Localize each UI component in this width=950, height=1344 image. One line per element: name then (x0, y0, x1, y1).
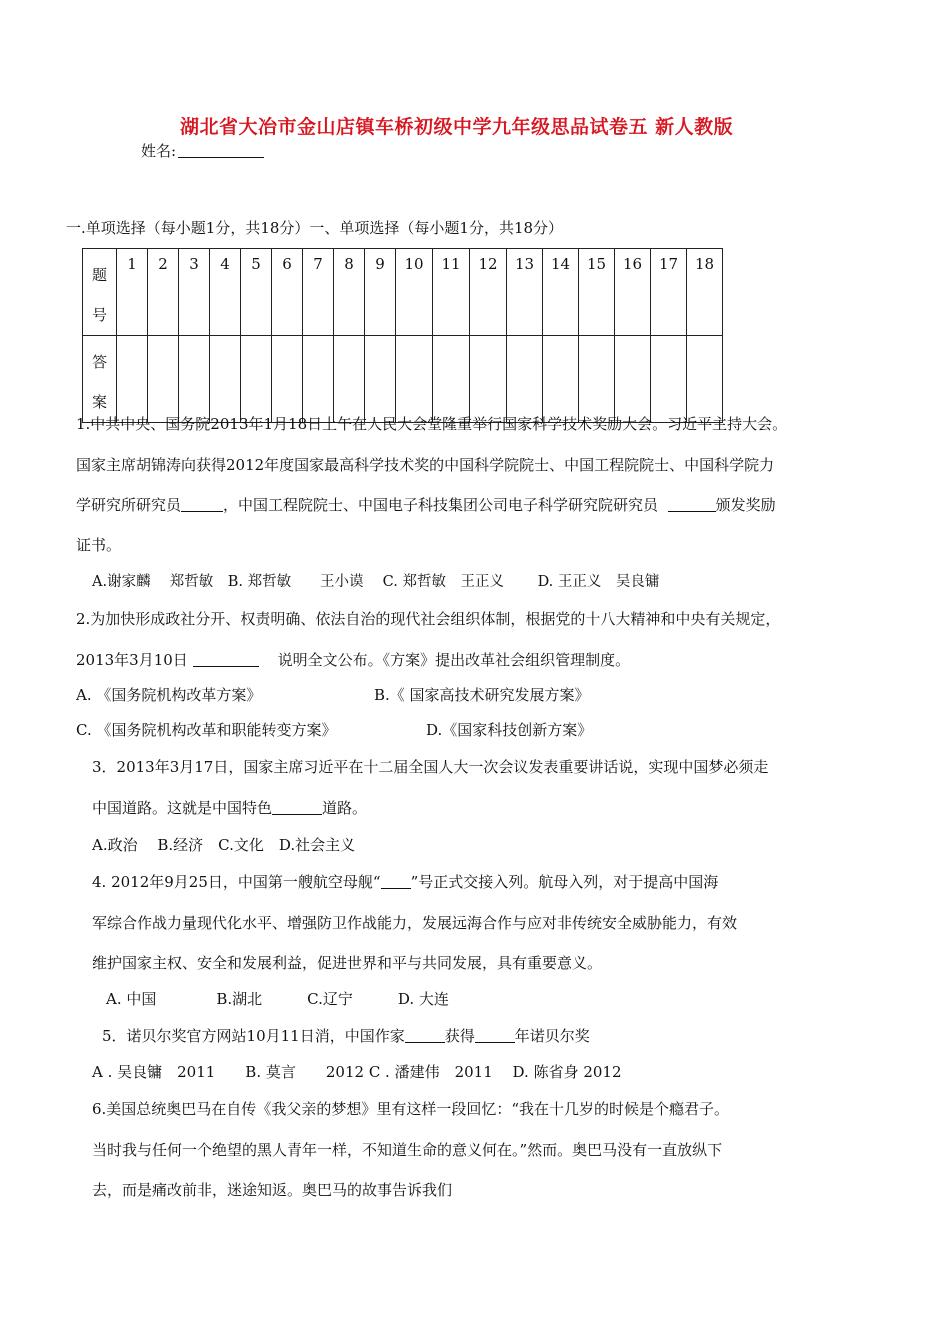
q3-line: 中国道路。这就是中国特色 道路。 (92, 799, 368, 817)
answer-cell[interactable] (272, 336, 303, 423)
q2-option-c: C. 《国务院机构改革和职能转变方案》 (76, 721, 337, 739)
answer-blank[interactable] (272, 800, 322, 815)
number-cell: 3 (179, 249, 210, 336)
page-title: 湖北省大冶市金山店镇车桥初级中学九年级思品试卷五 新人教版 (180, 116, 734, 138)
answer-blank[interactable] (193, 652, 259, 667)
name-label: 姓名: (141, 142, 177, 160)
q2-line: 2013年3月10日 说明全文公布。《方案》提出改革社会组织管理制度。 (76, 651, 631, 669)
number-cell: 5 (241, 249, 272, 336)
number-cell: 13 (507, 249, 543, 336)
q4-line: 4. 2012年9月25日，中国第一艘航空母舰“ ”号正式交接入列。航母入列，对于提高中国海 (92, 873, 719, 891)
answer-cell[interactable] (651, 336, 687, 423)
row-label-number: 题 号 (83, 249, 117, 336)
answer-blank[interactable] (475, 1028, 515, 1043)
answer-table (82, 248, 723, 423)
answer-blank[interactable] (181, 497, 223, 512)
number-cell: 18 (687, 249, 723, 336)
answer-cell[interactable] (303, 336, 334, 423)
q6-line: 去，而是痛改前非，迷途知返。奥巴马的故事告诉我们 (92, 1181, 453, 1199)
number-cell: 7 (303, 249, 334, 336)
q2-line: 2.为加快形成政社分开、权责明确、依法自治的现代社会组织体制，根据党的十八大精神和中央有关规定， (76, 610, 781, 628)
answer-cell[interactable] (507, 336, 543, 423)
answer-blank[interactable] (405, 1028, 445, 1043)
q1-line: 国家主席胡锦涛向获得2012年度国家最高科学技术奖的中国科学院院士、中国工程院院士、中国科学院力 (76, 456, 775, 474)
number-cell: 11 (433, 249, 470, 336)
number-cell: 16 (615, 249, 651, 336)
q2-option-d: D.《国家科技创新方案》 (426, 721, 593, 739)
answer-cell[interactable] (396, 336, 433, 423)
q1-line: 1.中共中央、国务院2013年1月18日上午在人民大会堂隆重举行国家科学技术奖励大会。习近平主持大会。 (76, 415, 788, 433)
row-label-answer: 答 案 (83, 336, 117, 423)
number-cell: 17 (651, 249, 687, 336)
q5-line: 5．诺贝尔奖官方网站10月11日消，中国作家 获得 年诺贝尔奖 (102, 1027, 590, 1045)
q3-line: 3．2013年3月17日，国家主席习近平在十二届全国人大一次会议发表重要讲话说，实现中国梦必须走 (92, 758, 769, 776)
q6-line: 当时我与任何一个绝望的黑人青年一样，不知道生命的意义何在。”然而。奥巴马没有一直放纵下 (92, 1141, 723, 1159)
number-cell: 12 (470, 249, 507, 336)
number-cell: 15 (579, 249, 615, 336)
q1-line: 证书。 (76, 536, 122, 554)
number-cell: 2 (148, 249, 179, 336)
answer-cell[interactable] (470, 336, 507, 423)
answer-cell[interactable] (433, 336, 470, 423)
q3-options: A.政治 B.经济 C.文化 D.社会主义 (92, 836, 356, 854)
number-cell: 14 (543, 249, 579, 336)
section-heading: 一.单项选择（每小题1分，共18分）一、单项选择（每小题1分，共18分） (66, 219, 564, 237)
number-cell: 1 (117, 249, 148, 336)
table-row (83, 336, 723, 423)
q6-line: 6.美国总统奥巴马在自传《我父亲的梦想》里有这样一段回忆：“我在十几岁的时候是个瘾君子。 (92, 1100, 729, 1118)
answer-cell[interactable] (148, 336, 179, 423)
answer-cell[interactable] (615, 336, 651, 423)
answer-cell[interactable] (365, 336, 396, 423)
number-cell: 8 (334, 249, 365, 336)
name-field (141, 140, 264, 161)
answer-blank[interactable] (381, 874, 411, 889)
answer-cell[interactable] (179, 336, 210, 423)
answer-cell[interactable] (579, 336, 615, 423)
q2-option-a: A. 《国务院机构改革方案》 (76, 686, 262, 704)
answer-blank[interactable] (668, 497, 716, 512)
q4-options: A. 中国 B.湖北 C.辽宁 D. 大连 (106, 990, 449, 1008)
answer-cell[interactable] (543, 336, 579, 423)
answer-cell[interactable] (241, 336, 272, 423)
q1-line: 学研究所研究员 ，中国工程院院士、中国电子科技集团公司电子科学研究院研究员 颁发奖励 (76, 496, 776, 514)
answer-cell[interactable] (687, 336, 723, 423)
answer-cell[interactable] (117, 336, 148, 423)
answer-cell[interactable] (210, 336, 241, 423)
q2-option-b: B.《 国家高技术研究发展方案》 (374, 686, 590, 704)
q4-line: 维护国家主权、安全和发展利益，促进世界和平与共同发展，具有重要意义。 (92, 954, 603, 972)
number-cell: 10 (396, 249, 433, 336)
q1-options: A.谢家麟 郑哲敏 B. 郑哲敏 王小谟 C. 郑哲敏 王正义 D. 王正义 吴良镛 (92, 574, 660, 590)
name-blank[interactable] (178, 142, 264, 158)
number-cell: 9 (365, 249, 396, 336)
table-row (83, 249, 723, 336)
number-cell: 6 (272, 249, 303, 336)
q5-options: A . 吴良镛 2011 B. 莫言 2012 C . 潘建伟 2011 D. 陈省身 2012 (92, 1063, 622, 1081)
number-cell: 4 (210, 249, 241, 336)
q4-line: 军综合作战力量现代化水平、增强防卫作战能力，发展远海合作与应对非传统安全威胁能力，有效 (92, 914, 738, 932)
answer-cell[interactable] (334, 336, 365, 423)
